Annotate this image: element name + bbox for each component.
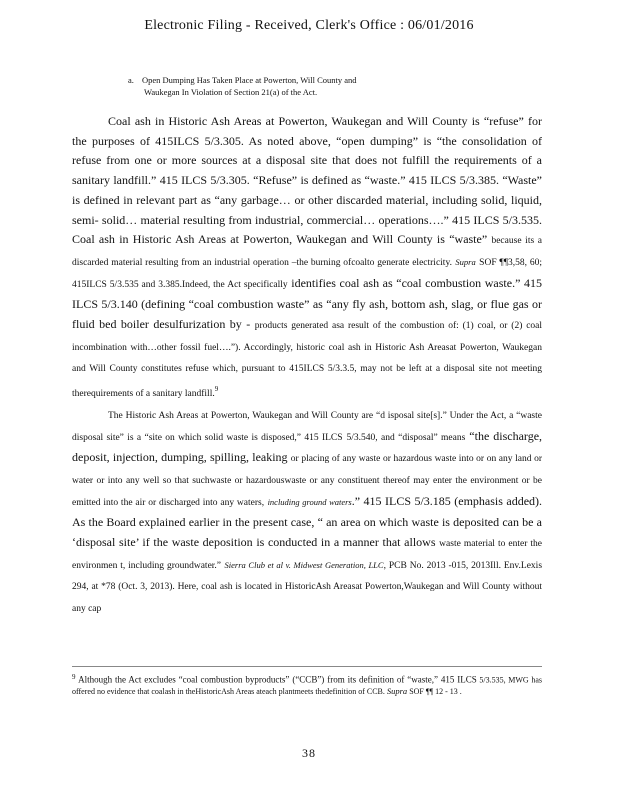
heading-number: a. — [128, 75, 134, 85]
footnote-number: 9 — [72, 673, 76, 681]
footnote: 9 Although the Act excludes “coal combustion byproducts” (“CCB”) from its definition of “waste,” 415 ILCS 5/3.535, MWG has offered no evidence that coalash in theHistoricAsh Areas ateach plantmeets thedefinition of CCB. Supra SOF ¶¶ 12 - 13 . — [72, 673, 543, 697]
supra-citation: Supra — [455, 256, 476, 267]
emphasis-text: including ground waters — [267, 496, 352, 507]
filing-header: Electronic Filing - Received, Clerk's Office : 06/01/2016 — [144, 18, 474, 33]
page-number: 38 — [302, 746, 316, 760]
footnote-reference[interactable]: 9 — [214, 385, 219, 394]
body-text — [72, 112, 542, 620]
section-heading — [128, 74, 488, 98]
heading-line-2: Waukegan In Violation of Section 21(a) of the Act. — [144, 87, 318, 97]
paragraph-1: Coal ash in Historic Ash Areas at Powerton, Waukegan and Will County is “refuse” for the purposes of 415ILCS 5/3.305. As noted above, “open dumping” is “the consolidation of refuse from one or more sources at a disposal site that does not fulfill the requirements of a sanitary landfill.” 415 ILCS 5/3.305. “Refuse” is defined as “waste.” 415 ILCS 5/3.385. “Waste” is defined in relevant part as “any garbage… or other discarded material, including solid, liquid, semi- solid… material resulting from industrial, commercial… operations….” 415 ILCS 5/3.535. Coal ash in Historic Ash Areas at Powerton, Waukegan and Will County is “waste” because its a discarded material resulting from an industrial operation –the burning ofcoalto generate electricity. Supra SOF ¶¶3,58, 60; 415ILCS 5/3.535 and 3.385.Indeed, the Act specifically identifies coal ash as “coal combustion waste.” 415 ILCS 5/3.140 (defining “coal combustion waste” as “any fly ash, bottom ash, slag, or flue gas or fluid bed boiler desulfurization by - products generated asa result of the combustion of: (1) coal, or (2) coal incombination with…other fossil fuel….”). Accordingly, historic coal ash in Historic Ash Areasat Powerton, Waukegan and Will County constitutes refuse which, pursuant to 415ILCS 5/3.3.5, may not be left at a disposal site not meeting therequirements of a sanitary landfill.$^9$ — [72, 114, 543, 400]
paragraph-2: The Historic Ash Areas at Powerton, Waukegan and Will County are “d isposal site[s].” Under the Act, a “waste disposal site” is a “site on which solid waste is disposed,” 415 ILCS 5/3.540, and “disposal” means “the discharge, deposit, injection, dumping, spilling, leaking or placing of any waste or hazardous waste into or on any land or water or into any well so that suchwaste or hazardouswaste or any constituent thereof may enter the environment or be emitted into the air or discharged into any waters, including ground waters.” 415 ILCS 5/3.185 (emphasis added). As the Board explained earlier in the present case, “ an area on which waste is deposited can be a ‘disposal site’ if the waste deposition is conducted in a manner that allows waste material to enter the environmen t, including groundwater.” Sierra Club et al v. Midwest Generation, LLC, PCB No. 2013 -015, 2013Ill. Env.Lexis 294, at *78 (Oct. 3, 2013). Here, coal ash is located in HistoricAsh Areasat Powerton,Waukegan and Will County without any cap — [72, 410, 543, 615]
footnote-divider — [72, 666, 542, 667]
case-citation: Sierra Club et al v. Midwest Generation, LLC — [224, 559, 384, 570]
heading-line-1: a. Open Dumping Has Taken Place at Powerton, Will County and — [128, 75, 357, 85]
